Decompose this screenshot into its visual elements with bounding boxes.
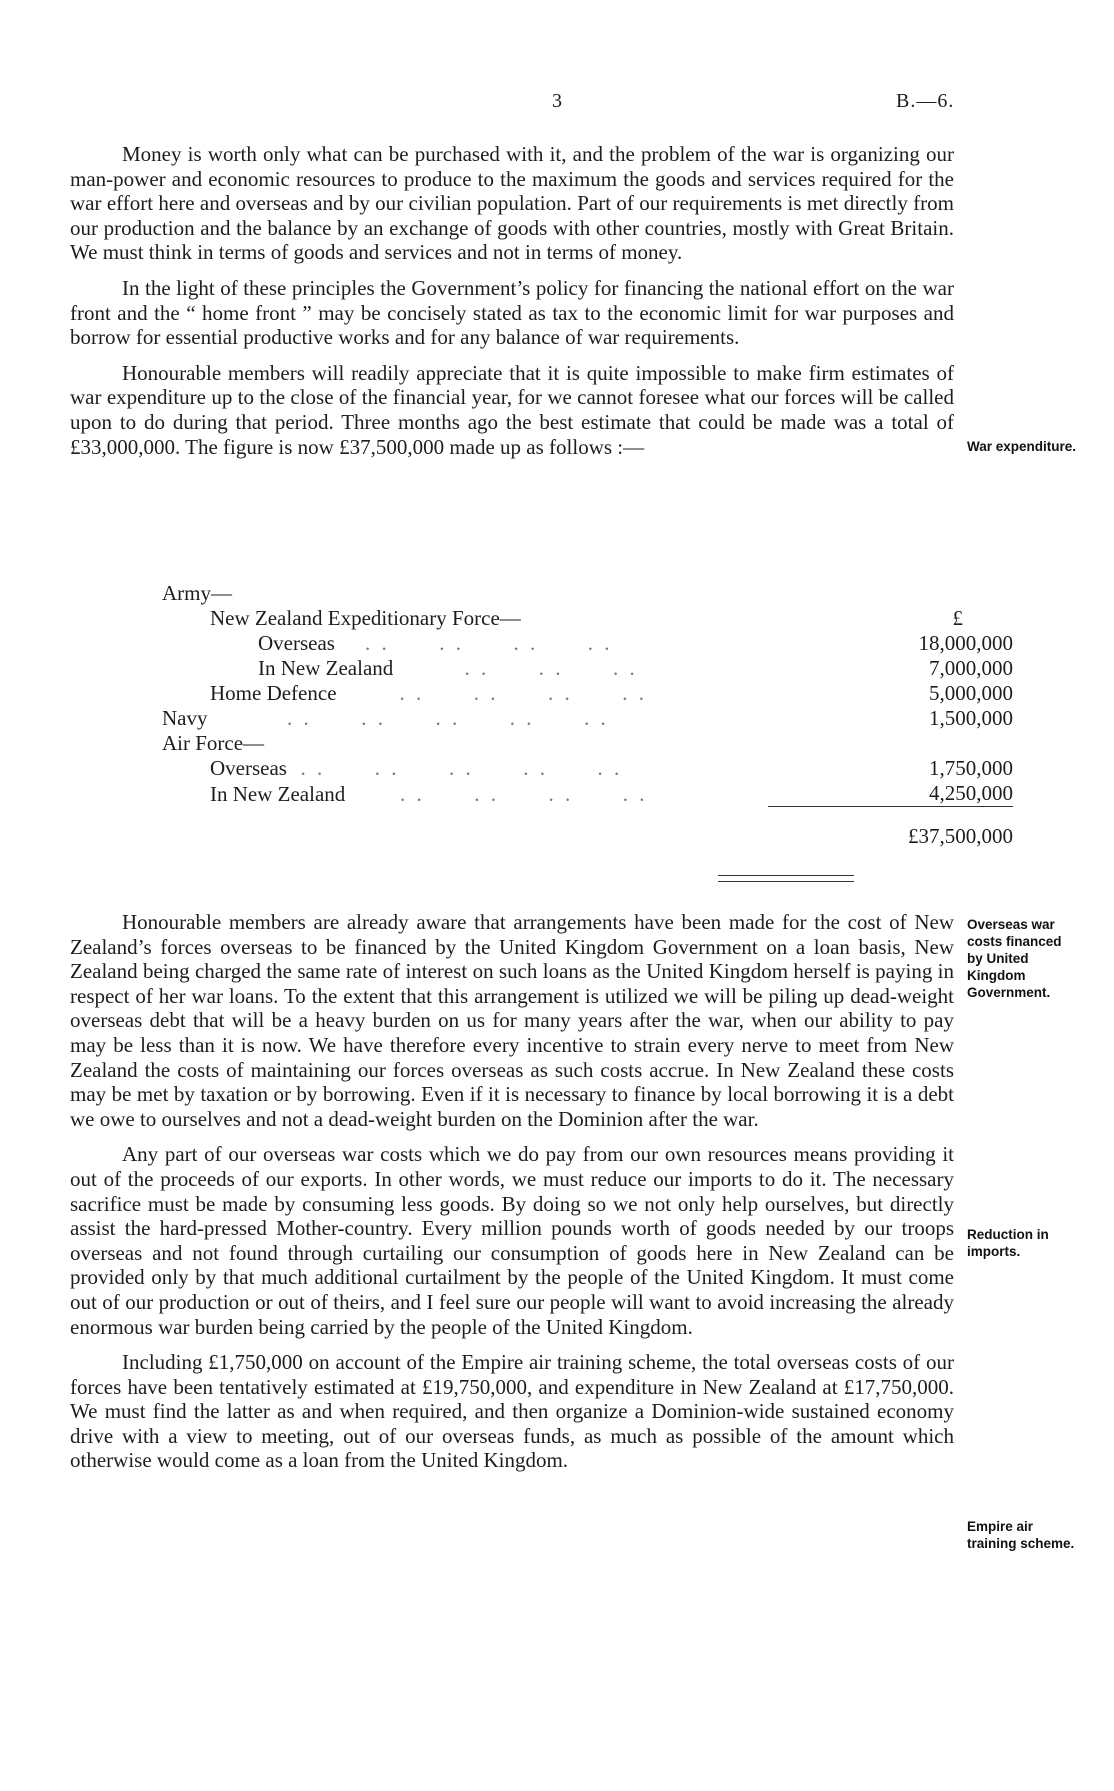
table-value: 4,250,000 — [929, 781, 1013, 805]
table-value: 5,000,000 — [929, 681, 1013, 705]
dot-leader: . . . . . . . . . . — [292, 756, 623, 780]
page-number: 3 — [552, 90, 562, 112]
paragraph-empire-air: Including £1,750,000 on account of the Empire air training scheme, the total overseas costs of our forces have been tentatively estimated at £19,750,000, and expenditure in New Zealand at £17,750,000. We must find the latter as and when required, and then organize a Dominion-wide sustained economy drive with a view to meeting, out of our overseas funds, as much as possible of the amount which otherwise would come as a loan from the United Kingdom. — [70, 1350, 954, 1473]
table-label: Overseas — [210, 756, 287, 780]
table-row — [162, 656, 1013, 681]
table-label: Army— — [162, 581, 232, 605]
table-row — [162, 706, 1013, 731]
table-label: In New Zealand — [258, 656, 394, 680]
margin-note-empire-air: Empire air training scheme. — [967, 1519, 1075, 1551]
dot-leader: . . . . . . . . — [341, 681, 648, 705]
table-value: 7,000,000 — [929, 656, 1013, 680]
paragraph-money: Money is worth only what can be purchased with it, and the problem of the war is organizing our man-power and economic resources to produce to the maximum the goods and services required for the war effort here and overseas and by our civilian population. Part of our requirements is met directly from our production and the balance by an exchange of goods with other countries, mostly with Great Britain. We must think in terms of goods and services and not in terms of money. — [70, 142, 954, 265]
dot-leader: . . . . . . . . — [350, 781, 648, 806]
table-row — [162, 581, 1013, 606]
dot-leader: . . . . . . — [398, 656, 638, 680]
table-row — [162, 731, 1013, 756]
table-label: Home Defence — [210, 681, 337, 705]
margin-note-reduction-imports: Reduction in imports. — [967, 1227, 1049, 1259]
section-intro — [70, 142, 954, 470]
dot-leader: . . . . . . . . . . — [212, 706, 609, 730]
table-label: Navy — [162, 706, 208, 730]
war-expenditure-table — [162, 581, 1013, 849]
margin-note-war-expenditure: War expenditure. — [967, 439, 1077, 454]
paragraph-war-expenditure: Honourable members will readily appreciate that it is quite impossible to make firm estimates of war expenditure up to the close of the financial year, for we cannot foresee what our forces will be called upon to do during that period. Three months ago the best estimate that could be made was a total of £33,000,000. The figure is now £37,500,000 made up as follows :— — [70, 360, 954, 459]
table-label: New Zealand Expeditionary Force— — [210, 606, 521, 630]
table-value: 18,000,000 — [918, 631, 1013, 655]
section-overseas — [70, 910, 954, 1484]
table-row — [162, 781, 1013, 807]
table-label: Air Force— — [162, 731, 265, 755]
dot-leader: . . . . . . . . — [340, 631, 613, 655]
paragraph-policy: In the light of these principles the Government’s policy for financing the national effort on the war front and the “ home front ” may be concisely stated as tax to the economic limit for war purposes and borrow for essential productive works and for any balance of war requirements. — [70, 275, 954, 350]
paragraph-reduction-imports: Any part of our overseas war costs which we do pay from our own resources means providing it out of the proceeds of our exports. In other words, we must reduce our imports to do it. The necessary sacrifice must be made by consuming less goods. By doing so we not only help ourselves, but directly assist the hard-pressed Mother-country. Every million pounds worth of goods needed by our troops overseas and not found through curtailing our consumption of goods here in New Zealand can be provided only by that much additional curtailment by the people of the United Kingdom. It must come out of our production or out of theirs, and I feel sure our people will want to avoid increasing the already enormous war burden being carried by the people of the United Kingdom. — [70, 1142, 954, 1339]
double-rule-divider — [718, 875, 854, 882]
table-value: 1,750,000 — [929, 756, 1013, 780]
table-label: In New Zealand — [210, 781, 346, 806]
table-row — [162, 756, 1013, 781]
table-row — [162, 606, 1013, 631]
currency-header: £ — [952, 606, 963, 630]
table-total-row — [162, 807, 1013, 850]
table-row — [162, 681, 1013, 706]
table-value: 1,500,000 — [929, 706, 1013, 730]
table-label: Overseas — [258, 631, 335, 655]
margin-note-overseas-costs: Overseas war costs financed by United Kingdom Government. — [967, 917, 1062, 1000]
table-row — [162, 631, 1013, 656]
paragraph-overseas-costs: Honourable members are already aware that arrangements have been made for the cost of New Zealand’s forces overseas to be financed by the United Kingdom Government on a loan basis, New Zealand being charged the same rate of interest on such loans as the United Kingdom herself is paying in respect of her war loans. To the extent that this arrangement is utilized we will be piling up dead-weight overseas debt that will be a heavy burden on us for many years after the war, when our ability to pay may be less than it is now. We have therefore every incentive to strain every nerve to meet from New Zealand the costs of maintaining our forces overseas as such costs accrue. In New Zealand these costs may be met by taxation or by borrowing. Even if it is necessary to finance by local borrowing it is a debt we owe to ourselves and not a dead-weight burden on the Dominion after the war. — [70, 910, 954, 1131]
document-reference: B.—6. — [896, 90, 955, 112]
table-total: £37,500,000 — [768, 807, 1013, 850]
